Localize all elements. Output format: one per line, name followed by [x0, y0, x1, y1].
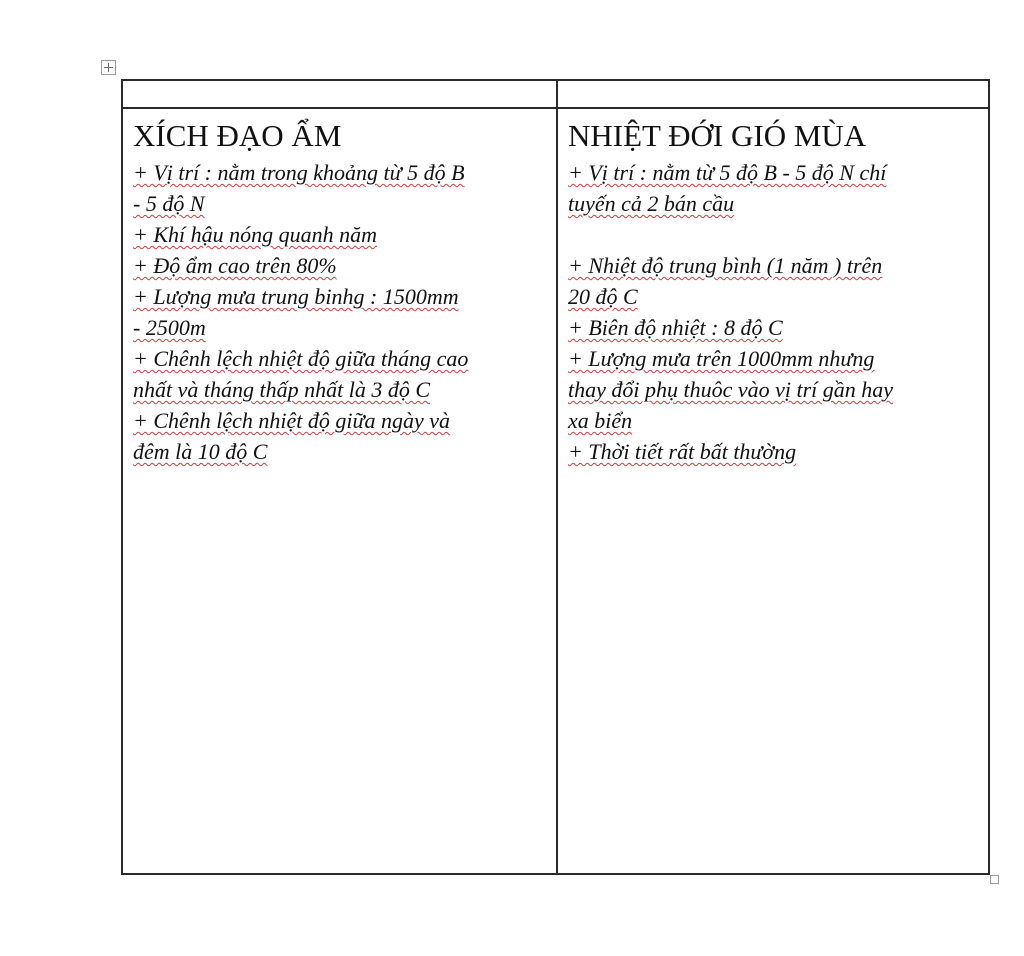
table-resize-handle-icon[interactable] [990, 875, 999, 884]
cell-nhiet-doi-gio-mua[interactable] [558, 109, 988, 873]
left-column-lines [133, 157, 546, 467]
table-move-handle-icon[interactable] [101, 60, 116, 75]
left-column-title: XÍCH ĐẠO ẨM [133, 118, 342, 153]
left-line: + Khí hậu nóng quanh năm [133, 222, 378, 247]
cell-xich-dao-am[interactable] [123, 109, 558, 873]
left-line: + Chênh lệch nhiệt độ giữa ngày và [133, 408, 451, 433]
right-line: + Lượng mưa trên 1000mm nhưng [568, 346, 875, 371]
document-table [121, 79, 990, 875]
left-line: - 2500m [133, 315, 206, 340]
left-line: + Vị trí : nằm trong khoảng từ 5 độ B [133, 160, 465, 185]
right-line: xa biển [568, 408, 633, 433]
right-column-title: NHIỆT ĐỚI GIÓ MÙA [568, 118, 867, 153]
right-line: + Nhiệt độ trung bình (1 năm ) trên [568, 253, 883, 278]
header-cell-left[interactable] [123, 81, 558, 107]
left-line: nhất và tháng thấp nhất là 3 độ C [133, 377, 430, 402]
right-column-lines [568, 157, 978, 467]
left-line: + Độ ẩm cao trên 80% [133, 253, 337, 278]
right-line: 20 độ C [568, 284, 638, 309]
right-line: + Vị trí : nằm từ 5 độ B - 5 độ N chí [568, 160, 887, 185]
table-header-row [123, 81, 988, 109]
table-body-row [123, 109, 988, 873]
right-line: + Thời tiết rất bất thường [568, 439, 797, 464]
right-line: tuyến cả 2 bán cầu [568, 191, 735, 216]
right-line [568, 219, 978, 250]
left-line: - 5 độ N [133, 191, 205, 216]
left-line: + Lượng mưa trung binhg : 1500mm [133, 284, 459, 309]
header-cell-right[interactable] [558, 81, 988, 107]
left-line: + Chênh lệch nhiệt độ giữa tháng cao [133, 346, 469, 371]
left-line: đêm là 10 độ C [133, 439, 268, 464]
right-line: + Biên độ nhiệt : 8 độ C [568, 315, 783, 340]
right-line: thay đổi phụ thuôc vào vị trí gần hay [568, 377, 894, 402]
